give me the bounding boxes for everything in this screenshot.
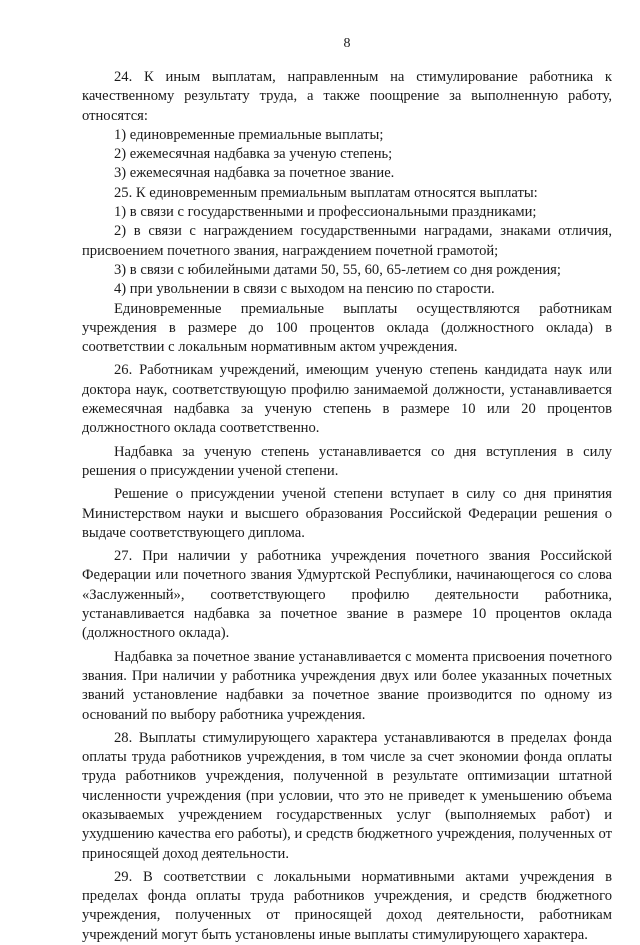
list-item-24-1: 1) единовременные премиальные выплаты; (114, 126, 384, 143)
paragraph-26: 26. Работникам учреждений, имеющим ученую степень кандидата наук или доктора наук, соответствующую профилю занимаемой должности, устанавливается ежемесячная надбавка за ученую степень в размере 10 или 20 процентов должностного оклада соответственно. (82, 362, 612, 437)
list-item-25-1: 1) в связи с государственными и профессиональными праздниками; (114, 204, 537, 221)
paragraph-26-note-1: Надбавка за ученую степень устанавливается со дня вступления в силу решения о присуждении ученой степени. (82, 443, 612, 479)
paragraph-28: 28. Выплаты стимулирующего характера устанавливаются в пределах фонда оплаты труда работников учреждения, в том числе за счет экономии фонда оплаты труда работников учреждения, полученной в результате оптимизации штатной численности учреждения (при условии, что это не приведет к уменьшению объема оказываемых учреждением государственных услуг (выполняемых работ) и ухудшению качества его работы), и средств бюджетного учреждения, полученных от приносящей доход деятельности. (82, 729, 612, 862)
list-item-24-2: 2) ежемесячная надбавка за ученую степень; (114, 146, 393, 163)
paragraph-29: 29. В соответствии с локальными нормативными актами учреждения в пределах фонда оплаты труда работников учреждения, и средств бюджетного учреждения, полученных от приносящей доход деятельности, работникам учреждений могут быть установлены иные выплаты стимулирующего характера. (82, 868, 612, 943)
paragraph-24: 24. К иным выплатам, направленным на стимулирование работника к качественному результату труда, а также поощрение за выполненную работу, относятся: (82, 69, 612, 124)
list-item-25-3: 3) в связи с юбилейными датами 50, 55, 60, 65-летием со дня рождения; (114, 261, 561, 278)
paragraph-25: 25. К единовременным премиальным выплатам относятся выплаты: (114, 184, 538, 201)
paragraph-26-note-2: Решение о присуждении ученой степени вступает в силу со дня принятия Министерством науки и высшего образования Российской Федерации решения о выдаче соответствующего диплома. (82, 486, 612, 541)
document-body (82, 68, 612, 945)
page-number: 8 (343, 36, 351, 51)
paragraph-27-note: Надбавка за почетное звание устанавливается с момента присвоения почетного звания. При наличии у работника учреждения двух или более указанных почетных званий установление надбавки за почетное звание производится по одному из оснований по выбору работника учреждения. (82, 648, 612, 723)
paragraph-25-note: Единовременные премиальные выплаты осуществляются работникам учреждения в размере до 100 процентов оклада (должностного оклада) в соответствии с локальным нормативным актом учреждения. (82, 300, 612, 356)
list-item-25-2: 2) в связи с награждением государственными наградами, знаками отличия, присвоением почетного звания, награждением почетной грамотой; (82, 223, 612, 259)
paragraph-27: 27. При наличии у работника учреждения почетного звания Российской Федерации или почетного звания Удмуртской Республики, начинающегося со слова «Заслуженный», соответствующего профилю деятельности работника, устанавливается надбавка за почетное звание в размере 10 процентов оклада (должностного оклада). (82, 548, 612, 642)
list-item-25-4: 4) при увольнении в связи с выходом на пенсию по старости. (114, 281, 495, 298)
list-item-24-3: 3) ежемесячная надбавка за почетное звание. (114, 165, 395, 182)
